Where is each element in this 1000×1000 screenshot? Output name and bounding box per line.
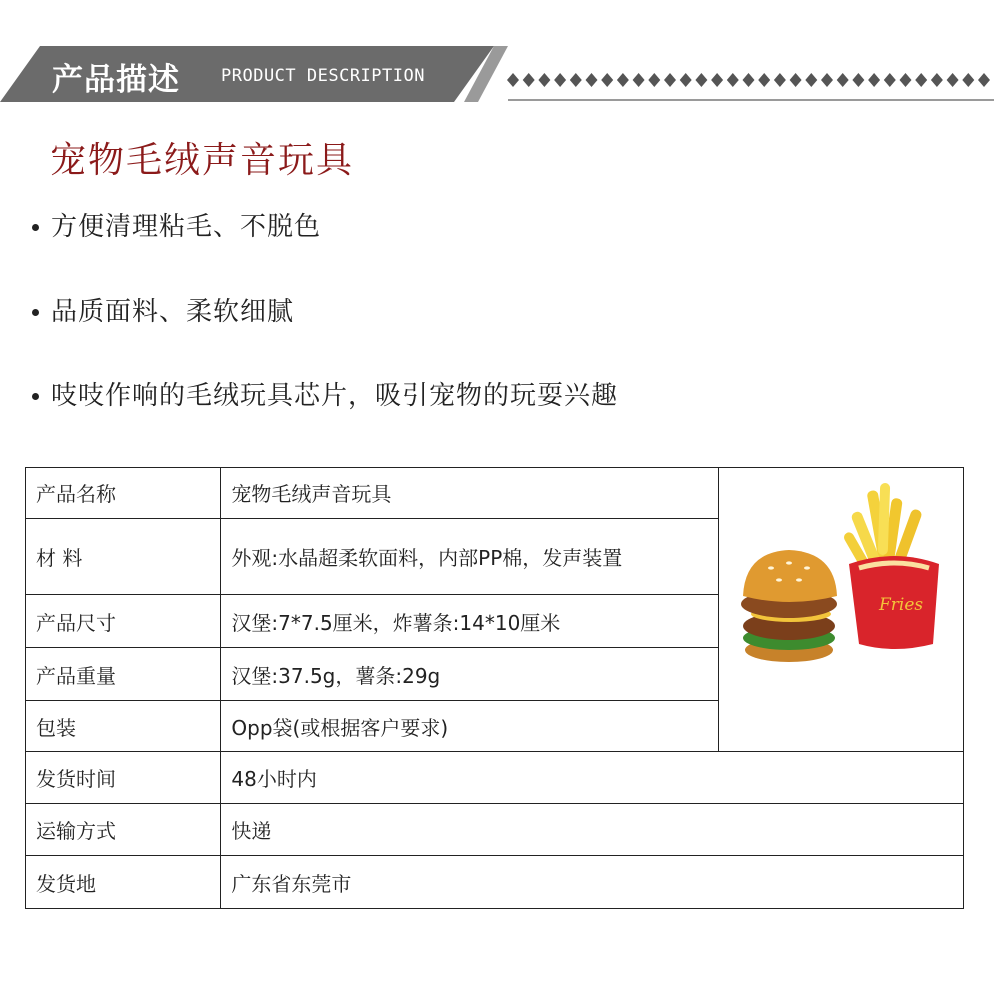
diamond-icon — [711, 73, 723, 87]
diamond-icon — [554, 73, 566, 87]
bullet-icon — [32, 309, 39, 316]
diamond-icon — [601, 73, 613, 87]
table-row — [26, 804, 964, 856]
product-image-cell — [719, 468, 964, 752]
diamond-icon — [758, 73, 770, 87]
spec-value: 外观:水晶超柔软面料，内部PP棉，发声装置 — [221, 518, 719, 594]
spec-value: 汉堡:7*7.5厘米，炸薯条:14*10厘米 — [221, 595, 719, 648]
diamond-icon — [962, 73, 974, 87]
diamond-icon — [743, 73, 755, 87]
diamond-icon — [852, 73, 864, 87]
diamond-icon — [805, 73, 817, 87]
feature-text: 品质面料、柔软细腻 — [51, 297, 295, 327]
burger-icon — [741, 550, 837, 662]
diamond-icon — [837, 73, 849, 87]
diamond-icon — [507, 73, 519, 87]
diamond-divider — [505, 70, 995, 90]
diamond-icon — [570, 73, 582, 87]
table-row — [26, 468, 964, 519]
feature-item — [32, 375, 618, 412]
feature-item — [32, 291, 294, 328]
spec-value: Opp袋(或根据客户要求) — [221, 701, 719, 752]
spec-label: 发货地 — [26, 856, 221, 909]
table-row — [26, 856, 964, 909]
header-title-en: PRODUCT DESCRIPTION — [221, 66, 425, 86]
table-row — [26, 752, 964, 804]
diamond-icon — [648, 73, 660, 87]
diamond-icon — [821, 73, 833, 87]
feature-text: 方便清理粘毛、不脱色 — [51, 212, 322, 242]
feature-item — [32, 206, 321, 243]
diamond-icon — [680, 73, 692, 87]
feature-text: 吱吱作响的毛绒玩具芯片，吸引宠物的玩耍兴趣 — [51, 381, 619, 411]
spec-label: 包装 — [26, 701, 221, 752]
diamond-icon — [931, 73, 943, 87]
spec-table — [25, 467, 964, 909]
diamond-icon — [978, 73, 990, 87]
diamond-icon — [586, 73, 598, 87]
spec-value: 快递 — [221, 804, 964, 856]
diamond-icon — [538, 73, 550, 87]
diamond-icon — [900, 73, 912, 87]
diamond-icon — [617, 73, 629, 87]
diamond-icon — [633, 73, 645, 87]
spec-label: 发货时间 — [26, 752, 221, 804]
spec-label: 产品尺寸 — [26, 595, 221, 648]
product-title: 宠物毛绒声音玩具 — [50, 140, 355, 181]
spec-value: 汉堡:37.5g，薯条:29g — [221, 648, 719, 701]
fries-label: Fries — [879, 595, 924, 615]
spec-label: 产品重量 — [26, 648, 221, 701]
bullet-icon — [32, 393, 39, 400]
diamond-icon — [727, 73, 739, 87]
diamond-icon — [868, 73, 880, 87]
diamond-icon — [884, 73, 896, 87]
diamond-icon — [915, 73, 927, 87]
fries-icon — [843, 483, 940, 649]
product-image — [719, 468, 962, 746]
spec-label: 运输方式 — [26, 804, 221, 856]
bullet-icon — [32, 224, 39, 231]
diamond-icon — [790, 73, 802, 87]
diamond-icon — [695, 73, 707, 87]
spec-value: 广东省东莞市 — [221, 856, 964, 909]
diamond-icon — [774, 73, 786, 87]
diamond-icon — [947, 73, 959, 87]
spec-value: 48小时内 — [221, 752, 964, 804]
header-title-cn: 产品描述 — [52, 62, 180, 98]
spec-value: 宠物毛绒声音玩具 — [221, 468, 719, 519]
diamond-icon — [664, 73, 676, 87]
diamond-icon — [523, 73, 535, 87]
spec-label: 产品名称 — [26, 468, 221, 519]
spec-label: 材 料 — [26, 518, 221, 594]
